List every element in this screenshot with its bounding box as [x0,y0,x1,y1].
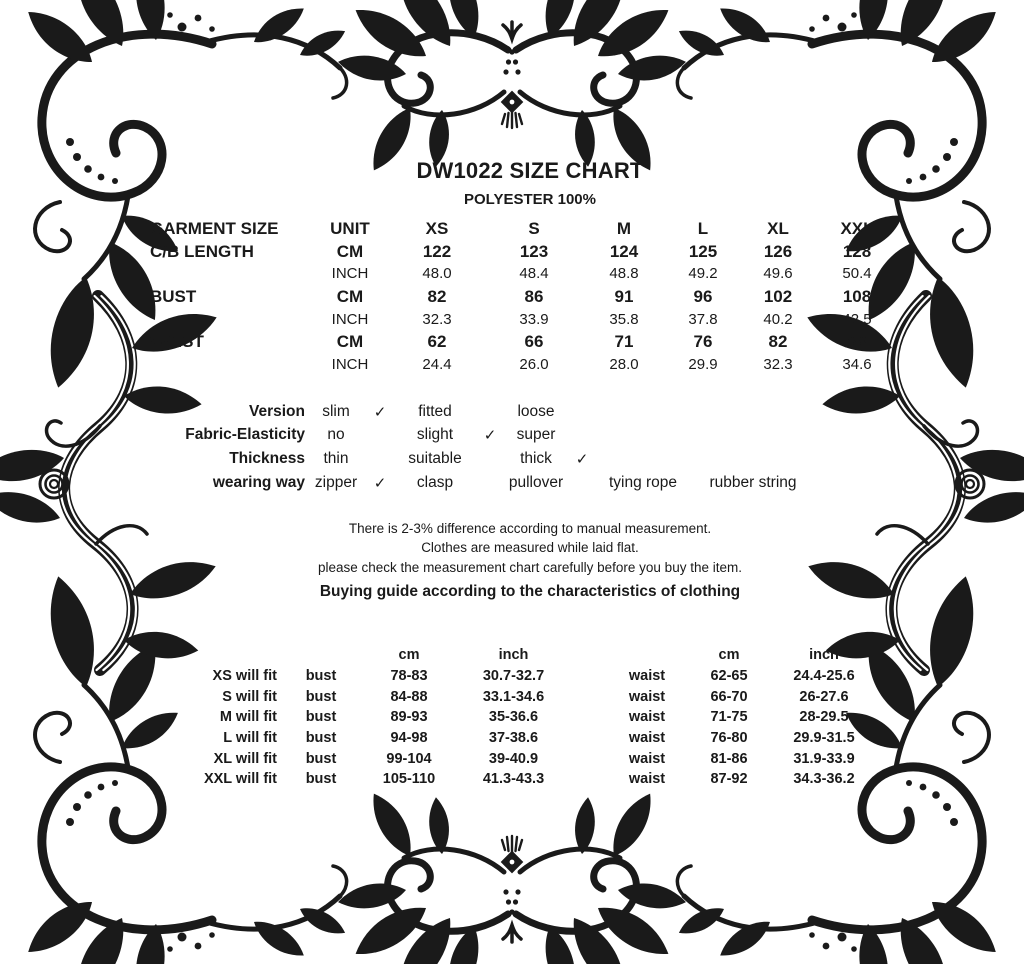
attribute-option: thin [323,449,349,467]
fit-inch-value: 37-38.6 [488,730,539,747]
size-value-cell: 40.2 [763,310,793,328]
size-value-cell: 86 [524,286,544,306]
spacer [160,645,277,666]
attribute-option: loose [517,402,555,420]
table-row [150,262,900,285]
size-value-cell: 123 [519,241,549,261]
size-value-cell: 24.4 [422,355,452,373]
size-value-cell: 26.0 [519,355,549,373]
fit-inch-value: 33.1-34.6 [482,688,545,705]
size-value-cell: 82 [768,332,788,352]
spacer [285,645,357,666]
fit-cm-value: 105-110 [382,771,436,788]
fit-inch-value: 29.9-31.5 [793,730,855,747]
size-value-cell: 76 [693,332,713,352]
header-size: S [528,218,540,238]
table-row [150,330,900,353]
attribute-option: thick [520,449,552,467]
row-unit: INCH [331,310,369,328]
fit-inch-header: inch [498,647,529,664]
size-value-cell: 48.0 [422,265,452,283]
material-subtitle: POLYESTER 100% [463,191,596,208]
size-value-cell: 122 [422,241,452,261]
fit-cm-value: 89-93 [390,709,428,726]
fit-inch-value: 24.4-25.6 [793,668,855,685]
fit-cm-value: 71-75 [710,709,748,726]
size-value-cell: 126 [763,241,793,261]
fit-cm-value: 76-80 [710,730,748,747]
header-size: XL [767,218,789,238]
row-label [150,308,310,331]
fit-size-label: L will fit [223,730,277,747]
fit-size-label: S will fit [222,688,277,705]
fit-measure: bust [305,750,337,767]
fit-inch-value: 31.9-33.9 [793,750,855,767]
fit-size-label: XS will fit [212,668,277,685]
attribute-label: Thickness [229,449,305,467]
header-size: XS [425,218,449,238]
note-line: Clothes are measured while laid flat. [421,540,639,556]
fit-measure: waist [628,771,666,788]
size-value-cell: 34.6 [842,355,872,373]
size-value-cell: 102 [763,286,793,306]
attribute-option: rubber string [709,473,797,491]
fit-cm-value: 78-83 [390,668,428,685]
spacer [612,645,682,666]
fit-guide-bust-table [160,645,566,790]
size-value-cell: 49.2 [688,265,718,283]
attribute-option: super [516,426,556,444]
row-label: C/B LENGTH [150,241,254,261]
attribute-row-version [95,400,815,424]
fit-measure: bust [305,771,337,788]
row-unit: CM [336,286,364,306]
row-label: WAIST [150,332,204,352]
fit-inch-value: 26-27.6 [799,688,849,705]
size-value-cell: 48.8 [609,265,639,283]
buying-guide-heading: Buying guide according to the characteristics of clothing [319,582,741,600]
fit-cm-value: 87-92 [710,771,748,788]
fit-cm-value: 84-88 [390,688,428,705]
fit-measure: waist [628,730,666,747]
fit-measure: bust [305,688,337,705]
size-value-cell: 66 [524,332,544,352]
table-row [150,353,900,376]
attribute-option: clasp [416,473,454,491]
size-value-cell: 125 [688,241,718,261]
fit-cm-value: 94-98 [390,730,428,747]
size-value-cell: 128 [842,241,872,261]
row-unit: INCH [331,355,369,373]
row-label: BUST [150,286,197,306]
size-value-cell: 96 [693,286,713,306]
attribute-option: slight [416,426,454,444]
row-unit: CM [336,241,364,261]
fit-size-label: XXL will fit [203,771,277,788]
fit-cm-value: 62-65 [710,668,748,685]
check-icon: ✓ [575,450,589,468]
attribute-option: fitted [418,402,452,420]
fit-cm-value: 66-70 [710,688,748,705]
attribute-option: suitable [408,449,462,467]
fit-measure: waist [628,668,666,685]
attribute-option: pullover [508,473,564,491]
fit-cm-value: 99-104 [386,750,432,767]
note-line: There is 2-3% difference according to manual measurement. [348,521,712,536]
size-table-header-row [150,217,900,240]
attribute-option: tying rope [608,473,678,491]
fit-guide-waist-table [612,645,872,790]
table-row [150,285,900,308]
size-value-cell: 49.6 [763,265,793,283]
fit-inch-value: 41.3-43.3 [482,771,545,788]
fit-measure: bust [305,730,337,747]
header-size: XXL [840,218,874,238]
size-table [150,217,900,376]
attribute-label: Fabric-Elasticity [185,426,305,444]
measurement-notes [36,519,1024,601]
header-unit: UNIT [330,218,370,238]
size-value-cell: 28.0 [609,355,639,373]
check-icon: ✓ [373,474,387,492]
size-value-cell: 32.3 [422,310,452,328]
attribute-row-thickness [95,447,815,471]
size-value-cell: 82 [427,286,447,306]
header-size: M [616,218,632,238]
row-unit: INCH [331,265,369,283]
attribute-label: wearing way [212,473,305,491]
size-value-cell: 50.4 [842,265,872,283]
fit-measure: waist [628,709,666,726]
fit-cm-value: 81-86 [710,750,748,767]
size-value-cell: 29.9 [688,355,718,373]
size-value-cell: 42.5 [842,310,872,328]
fit-cm-header: cm [718,647,740,664]
fit-size-label: M will fit [219,709,277,726]
fit-inch-value: 28-29.5 [799,709,849,726]
attribute-option: no [327,426,345,444]
check-icon: ✓ [483,427,497,445]
size-value-cell: 35.8 [609,310,639,328]
size-value-cell: 88 [847,332,867,352]
fit-inch-value: 30.7-32.7 [482,668,545,685]
size-value-cell: 71 [614,332,634,352]
size-value-cell: 108 [842,286,872,306]
fit-inch-value: 35-36.6 [488,709,539,726]
page-title: DW1022 SIZE CHART [416,158,644,183]
attribute-label: Version [249,402,305,420]
attribute-row-wearing-way [95,471,815,495]
row-label [150,353,310,376]
fit-measure: waist [628,688,666,705]
size-value-cell: 37.8 [688,310,718,328]
attribute-row-elasticity [95,424,815,448]
fit-cm-header: cm [398,647,420,664]
size-value-cell: 48.4 [519,265,549,283]
note-line: please check the measurement chart carefully before you buy the item. [318,559,742,575]
fit-size-label: XL will fit [213,750,277,767]
attributes-section [95,400,815,494]
size-value-cell: 32.3 [763,355,793,373]
fit-inch-value: 39-40.9 [488,750,539,767]
row-unit: CM [336,332,364,352]
size-value-cell: 62 [427,332,447,352]
header-garment-size: GARMENT SIZE [150,218,279,238]
size-value-cell: 124 [609,241,639,261]
fit-inch-header: inch [809,647,839,664]
row-label [150,262,310,285]
fit-measure: bust [305,668,337,685]
fit-inch-value: 34.3-36.2 [793,771,855,788]
header-size: L [697,218,709,238]
fit-measure: waist [628,750,666,767]
fit-measure: bust [305,709,337,726]
attribute-option: slim [322,402,350,420]
table-row [150,240,900,263]
check-icon: ✓ [373,403,387,421]
attribute-option: zipper [314,473,358,491]
table-row [150,308,900,331]
size-value-cell: 91 [614,286,634,306]
size-value-cell: 33.9 [519,310,549,328]
